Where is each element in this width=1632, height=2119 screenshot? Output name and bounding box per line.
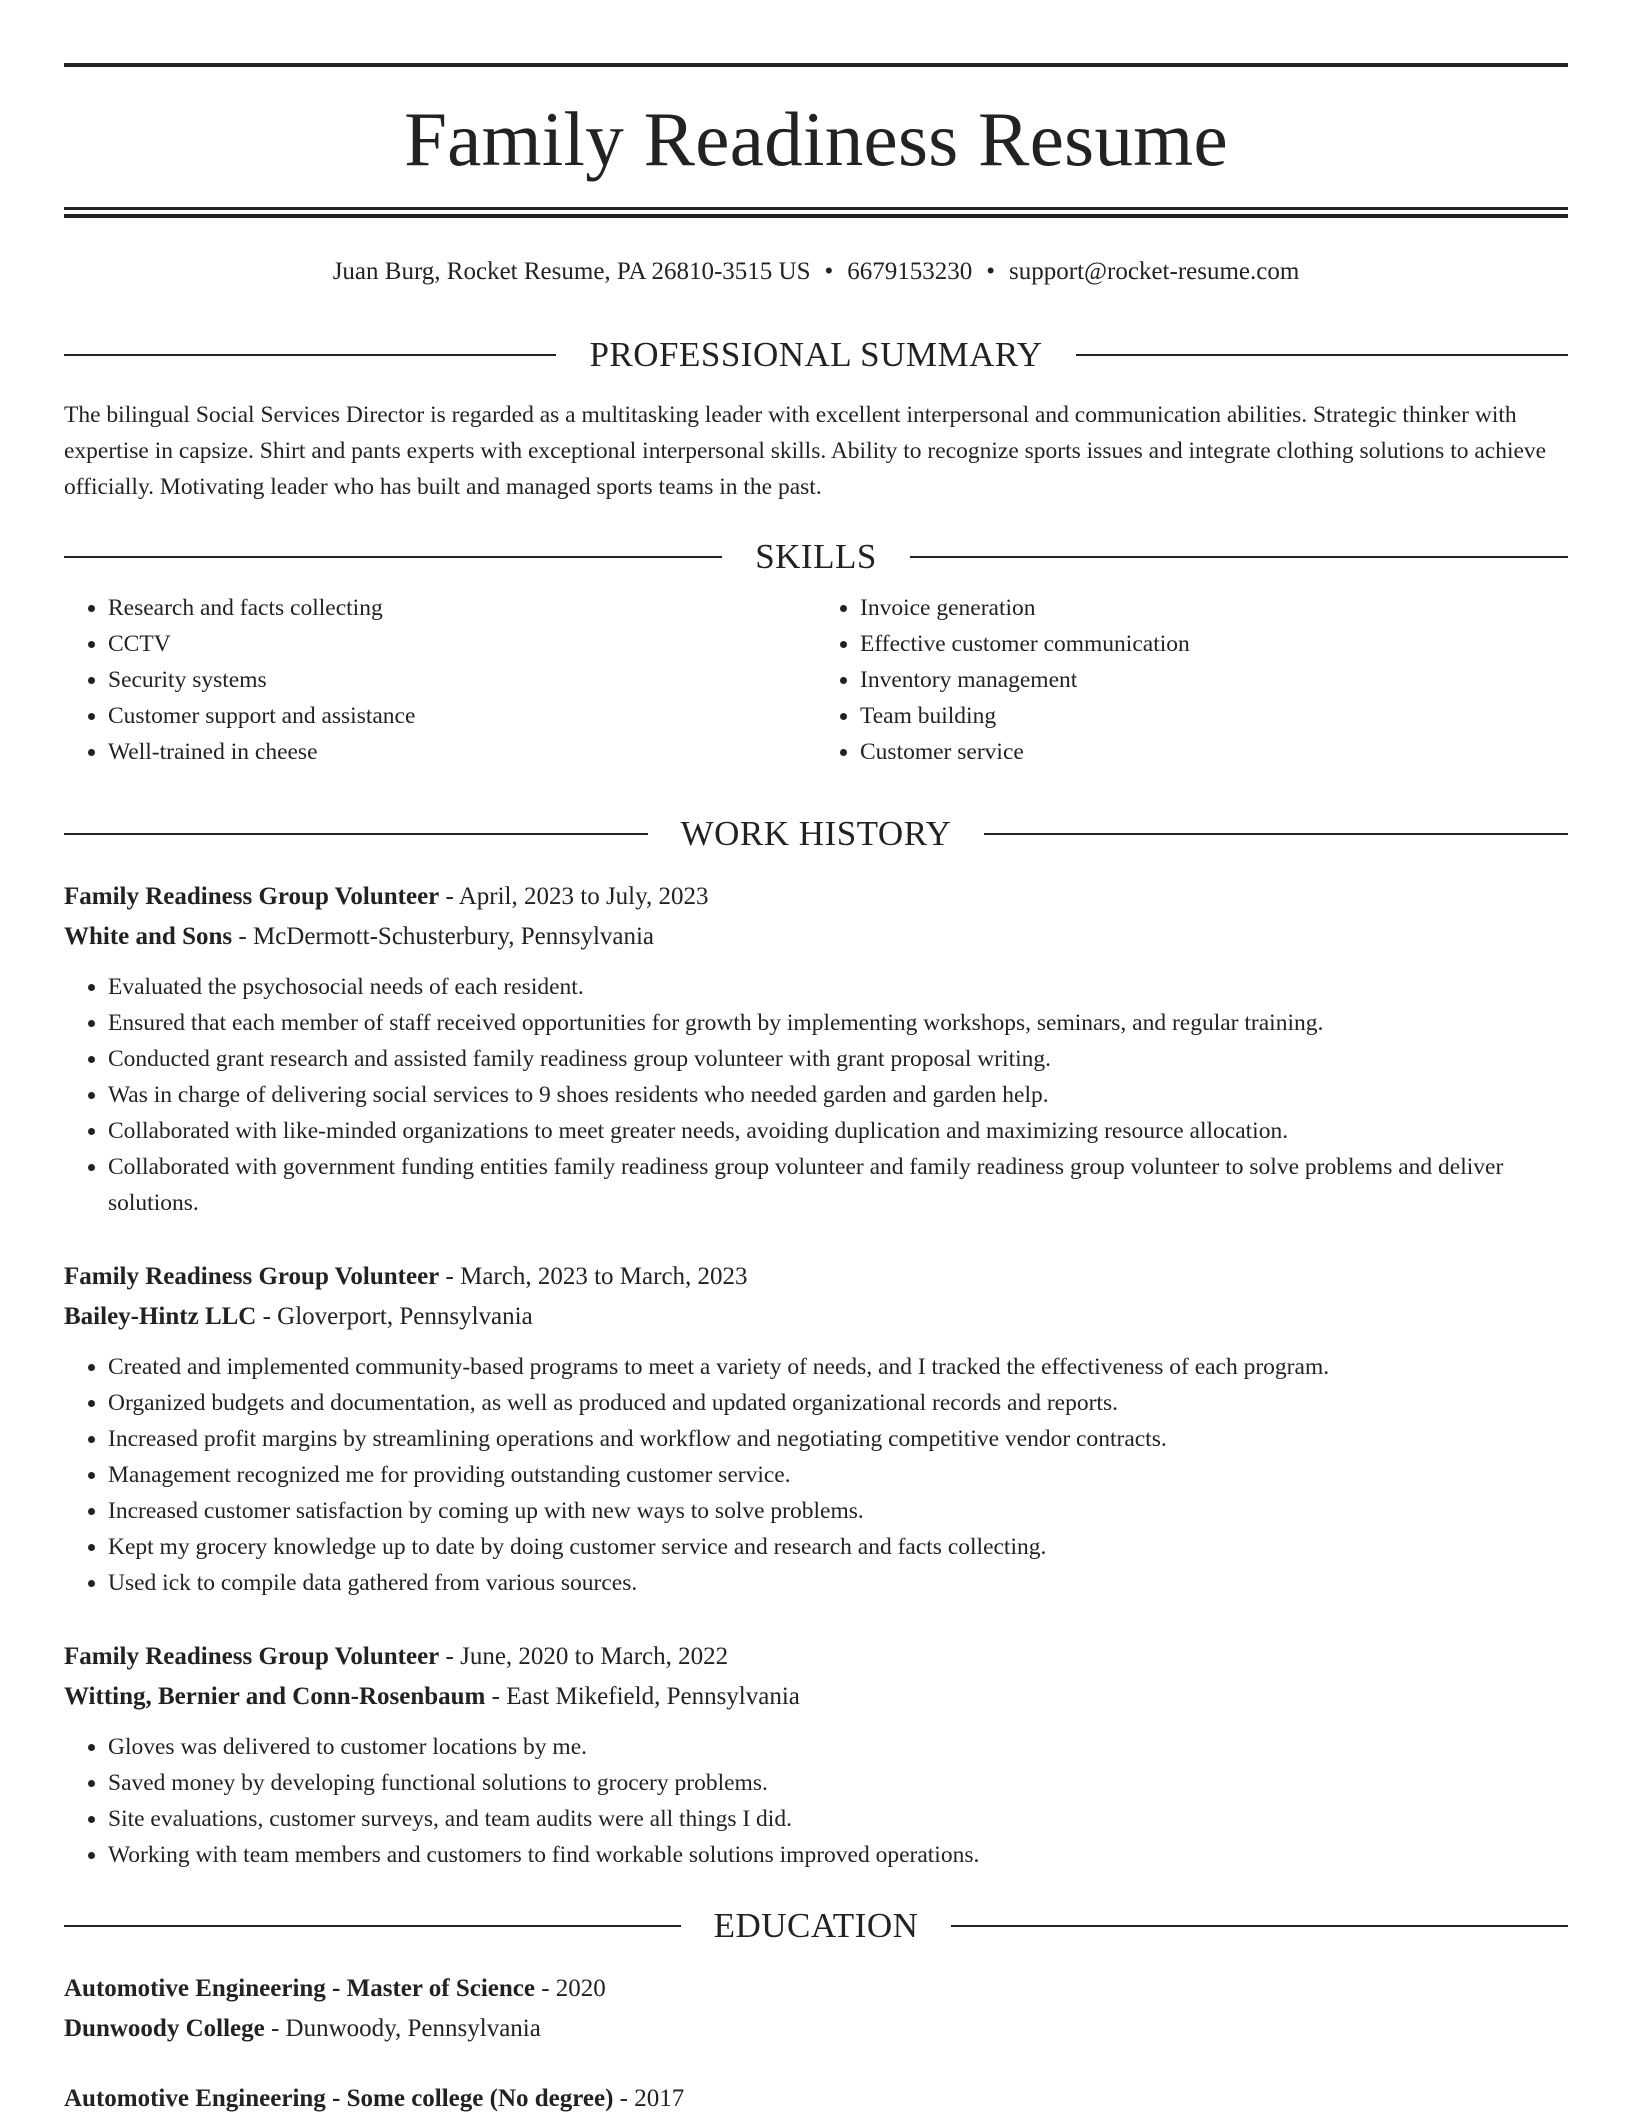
education-school: Dunwoody College (64, 2015, 265, 2042)
job-bullet: • Created and implemented community-based programs to meet a variety of needs, and I tracked the effectiveness of each program. (108, 1349, 1568, 1385)
heading-rule (951, 1925, 1568, 1927)
job-company: White and Sons (64, 923, 233, 950)
section-heading (64, 333, 1568, 377)
section-heading (64, 812, 1568, 856)
job-location: - McDermott-Schusterbury, Pennsylvania (232, 923, 655, 950)
summary-text: The bilingual Social Services Director is regarded as a multitasking leader with excellent interpersonal and communication abilities. Strategic thinker with expertise in capsize. Shirt and pants experts with exceptional interpersonal skills. Ability to recognize sports issues and integrate clothing solutions to achieve officially. Motivating leader who has built and managed sports teams in the past. (64, 402, 1547, 500)
education-year: - 2020 (534, 1975, 606, 2002)
job-bullet: • Evaluated the psychosocial needs of each resident. (108, 969, 1568, 1005)
heading-rule (64, 833, 648, 835)
title-rule-upper (64, 207, 1568, 210)
heading-rule (910, 556, 1568, 558)
heading-rule (1076, 354, 1568, 356)
work-history-heading: WORK HISTORY (680, 814, 952, 853)
job-title-line (64, 1257, 1568, 1297)
skills-columns (64, 590, 1568, 770)
education-location: - Dunwoody, Pennsylvania (264, 2015, 541, 2042)
skill-item: • Research and facts collecting (108, 590, 816, 626)
education-degree-line (64, 1969, 1568, 2009)
skill-item: • Team building (860, 698, 1568, 734)
heading-rule (64, 556, 722, 558)
job-dates: - March, 2023 to March, 2023 (439, 1263, 748, 1290)
job-bullet-list (64, 1349, 1568, 1601)
skill-item: • Effective customer communication (860, 626, 1568, 662)
job-title-line (64, 877, 1568, 917)
heading-rule (984, 833, 1568, 835)
section-heading (64, 1904, 1568, 1948)
skill-item: • Inventory management (860, 662, 1568, 698)
job-bullet: • Increased profit margins by streamlining operations and workflow and negotiating competitive vendor contracts. (108, 1421, 1568, 1457)
education-school-line (64, 2009, 1568, 2049)
job-title: Family Readiness Group Volunteer (64, 1643, 440, 1670)
skill-item: • Customer service (860, 734, 1568, 770)
job-bullet: • Gloves was delivered to customer locations by me. (108, 1729, 1568, 1765)
contact-line (64, 255, 1568, 289)
education-entry (64, 2079, 1568, 2119)
job-location: - East Mikefield, Pennsylvania (485, 1683, 800, 1710)
skill-item: • CCTV (108, 626, 816, 662)
job-dates: - April, 2023 to July, 2023 (439, 883, 709, 910)
resume-title: Family Readiness Resume (404, 96, 1228, 182)
job-company: Bailey-Hintz LLC (64, 1303, 257, 1330)
section-heading (64, 535, 1568, 579)
skill-item: • Customer support and assistance (108, 698, 816, 734)
job-company-line (64, 1677, 1568, 1717)
job-bullet: • Increased customer satisfaction by coming up with new ways to solve problems. (108, 1493, 1568, 1529)
job-entry (64, 1257, 1568, 1601)
contact-separator: • (824, 258, 834, 285)
job-title-line (64, 1637, 1568, 1677)
job-bullet: • Organized budgets and documentation, as well as produced and updated organizational records and reports. (108, 1385, 1568, 1421)
skill-item: • Well-trained in cheese (108, 734, 816, 770)
skills-heading: SKILLS (755, 537, 877, 576)
heading-rule (64, 1925, 681, 1927)
job-company-line (64, 917, 1568, 957)
summary-heading: PROFESSIONAL SUMMARY (589, 335, 1043, 374)
job-bullet: • Collaborated with like-minded organizations to meet greater needs, avoiding duplication and maximizing resource allocation. (108, 1113, 1568, 1149)
job-dates: - June, 2020 to March, 2022 (439, 1643, 729, 1670)
job-title: Family Readiness Group Volunteer (64, 1263, 440, 1290)
skill-item: • Security systems (108, 662, 816, 698)
job-bullet: • Kept my grocery knowledge up to date by doing customer service and research and facts collecting. (108, 1529, 1568, 1565)
job-bullet-list (64, 1729, 1568, 1873)
education-entry (64, 1969, 1568, 2049)
job-bullet: • Working with team members and customers to find workable solutions improved operations. (108, 1837, 1568, 1873)
contact-address: Juan Burg, Rocket Resume, PA 26810-3515 US (332, 258, 811, 285)
job-bullet-list (64, 969, 1568, 1221)
job-company-line (64, 1297, 1568, 1337)
job-bullet: • Ensured that each member of staff received opportunities for growth by implementing workshops, seminars, and regular training. (108, 1005, 1568, 1041)
summary-section (64, 333, 1568, 505)
skills-list-right (816, 590, 1568, 770)
contact-separator: • (986, 258, 996, 285)
job-bullet: • Collaborated with government funding entities family readiness group volunteer and family readiness group volunteer to solve problems and deliver solutions. (108, 1149, 1568, 1221)
job-bullet: • Conducted grant research and assisted family readiness group volunteer with grant proposal writing. (108, 1041, 1568, 1077)
job-bullet: • Was in charge of delivering social services to 9 shoes residents who needed garden and garden help. (108, 1077, 1568, 1113)
heading-rule (64, 354, 556, 356)
education-year: - 2017 (613, 2085, 685, 2112)
skill-item: • Invoice generation (860, 590, 1568, 626)
education-degree: Automotive Engineering - Some college (No degree) (64, 2085, 614, 2112)
contact-phone: 6679153230 (847, 258, 973, 285)
job-bullet: • Used ick to compile data gathered from various sources. (108, 1565, 1568, 1601)
skills-section (64, 535, 1568, 770)
education-degree-line (64, 2079, 1568, 2119)
job-location: - Gloverport, Pennsylvania (256, 1303, 533, 1330)
job-title: Family Readiness Group Volunteer (64, 883, 440, 910)
title-rule-lower (64, 214, 1568, 218)
top-rule (64, 63, 1568, 67)
job-entry (64, 877, 1568, 1221)
job-bullet: • Management recognized me for providing outstanding customer service. (108, 1457, 1568, 1493)
contact-email: support@rocket-resume.com (1009, 258, 1300, 285)
education-section (64, 1904, 1568, 1948)
job-bullet: • Saved money by developing functional solutions to grocery problems. (108, 1765, 1568, 1801)
education-heading: EDUCATION (713, 1906, 919, 1945)
education-degree: Automotive Engineering - Master of Science (64, 1975, 535, 2002)
work-history-section (64, 812, 1568, 856)
job-company: Witting, Bernier and Conn-Rosenbaum (64, 1683, 486, 1710)
job-entry (64, 1637, 1568, 1873)
skills-list-left (64, 590, 816, 770)
job-bullet: • Site evaluations, customer surveys, and team audits were all things I did. (108, 1801, 1568, 1837)
